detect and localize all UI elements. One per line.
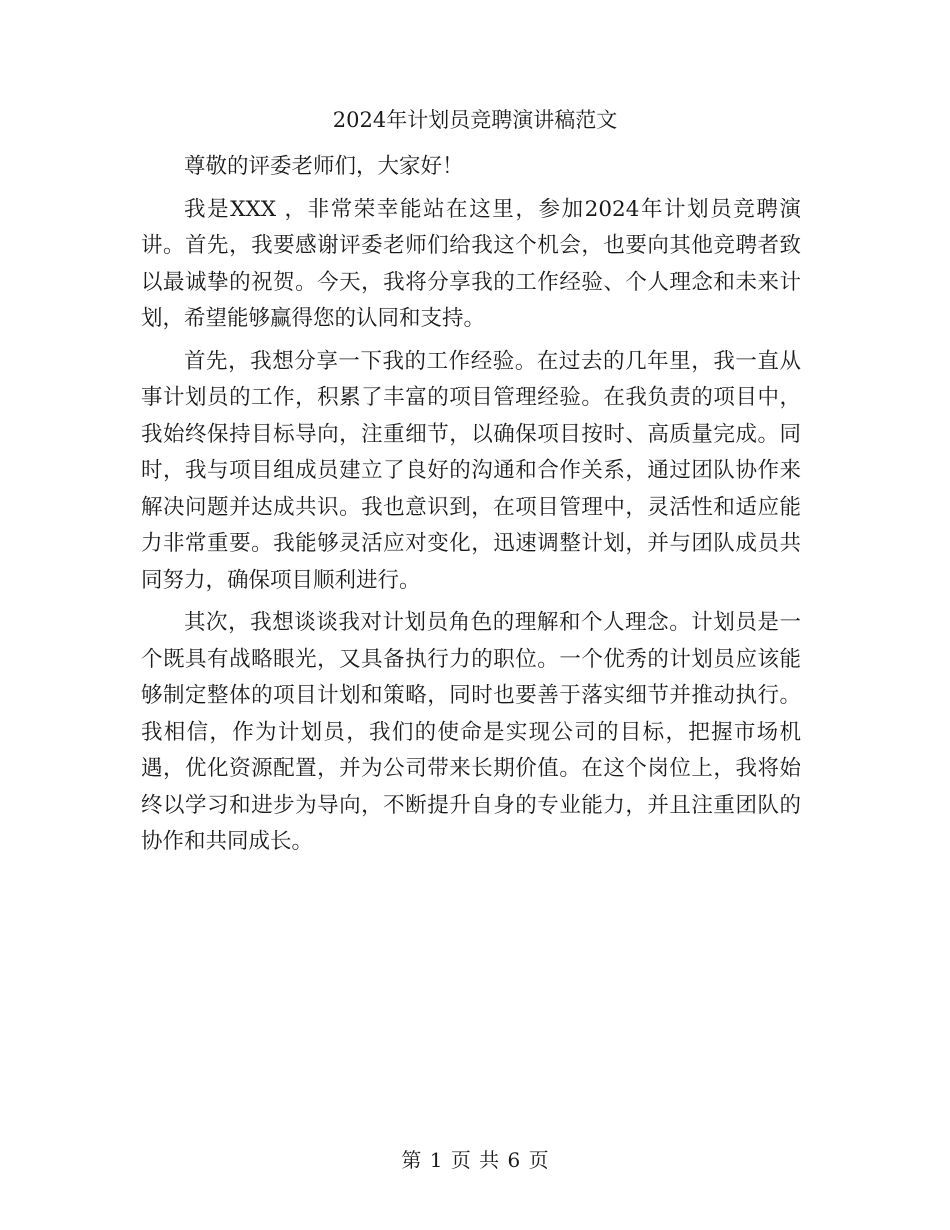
document-title: 2024年计划员竞聘演讲稿范文 [332,108,618,132]
paragraph-intro: 我是XXX ，非常荣幸能站在这里，参加2024年计划员竞聘演讲。首先，我要感谢评委老师们给我这个机会，也要向其他竞聘者致以最诚挚的祝贺。今天，我将分享我的工作经验、个人理念和未来计划，希望能够赢得您的认同和支持。 [141,196,801,331]
document-body [141,149,801,867]
greeting-paragraph: 尊敬的评委老师们，大家好！ [184,154,464,179]
page-number-footer: 第 1 页 共 6 页 [401,1148,549,1172]
paragraph-philosophy: 其次，我想谈谈我对计划员角色的理解和个人理念。计划员是一个既具有战略眼光，又具备执行力的职位。一个优秀的计划员应该能够制定整体的项目计划和策略，同时也要善于落实细节并推动执行。我相信，作为计划员，我们的使命是实现公司的目标，把握市场机遇，优化资源配置，并为公司带来长期价值。在这个岗位上，我将始终以学习和进步为导向，不断提升自身的专业能力，并且注重团队的协作和共同成长。 [141,610,801,854]
paragraph-experience: 首先，我想分享一下我的工作经验。在过去的几年里，我一直从事计划员的工作，积累了丰富的项目管理经验。在我负责的项目中，我始终保持目标导向，注重细节，以确保项目按时、高质量完成。同时，我与项目组成员建立了良好的沟通和合作关系，通过团队协作来解决问题并达成共识。我也意识到，在项目管理中，灵活性和适应能力非常重要。我能够灵活应对变化，迅速调整计划，并与团队成员共同努力，确保项目顺利进行。 [141,348,801,593]
